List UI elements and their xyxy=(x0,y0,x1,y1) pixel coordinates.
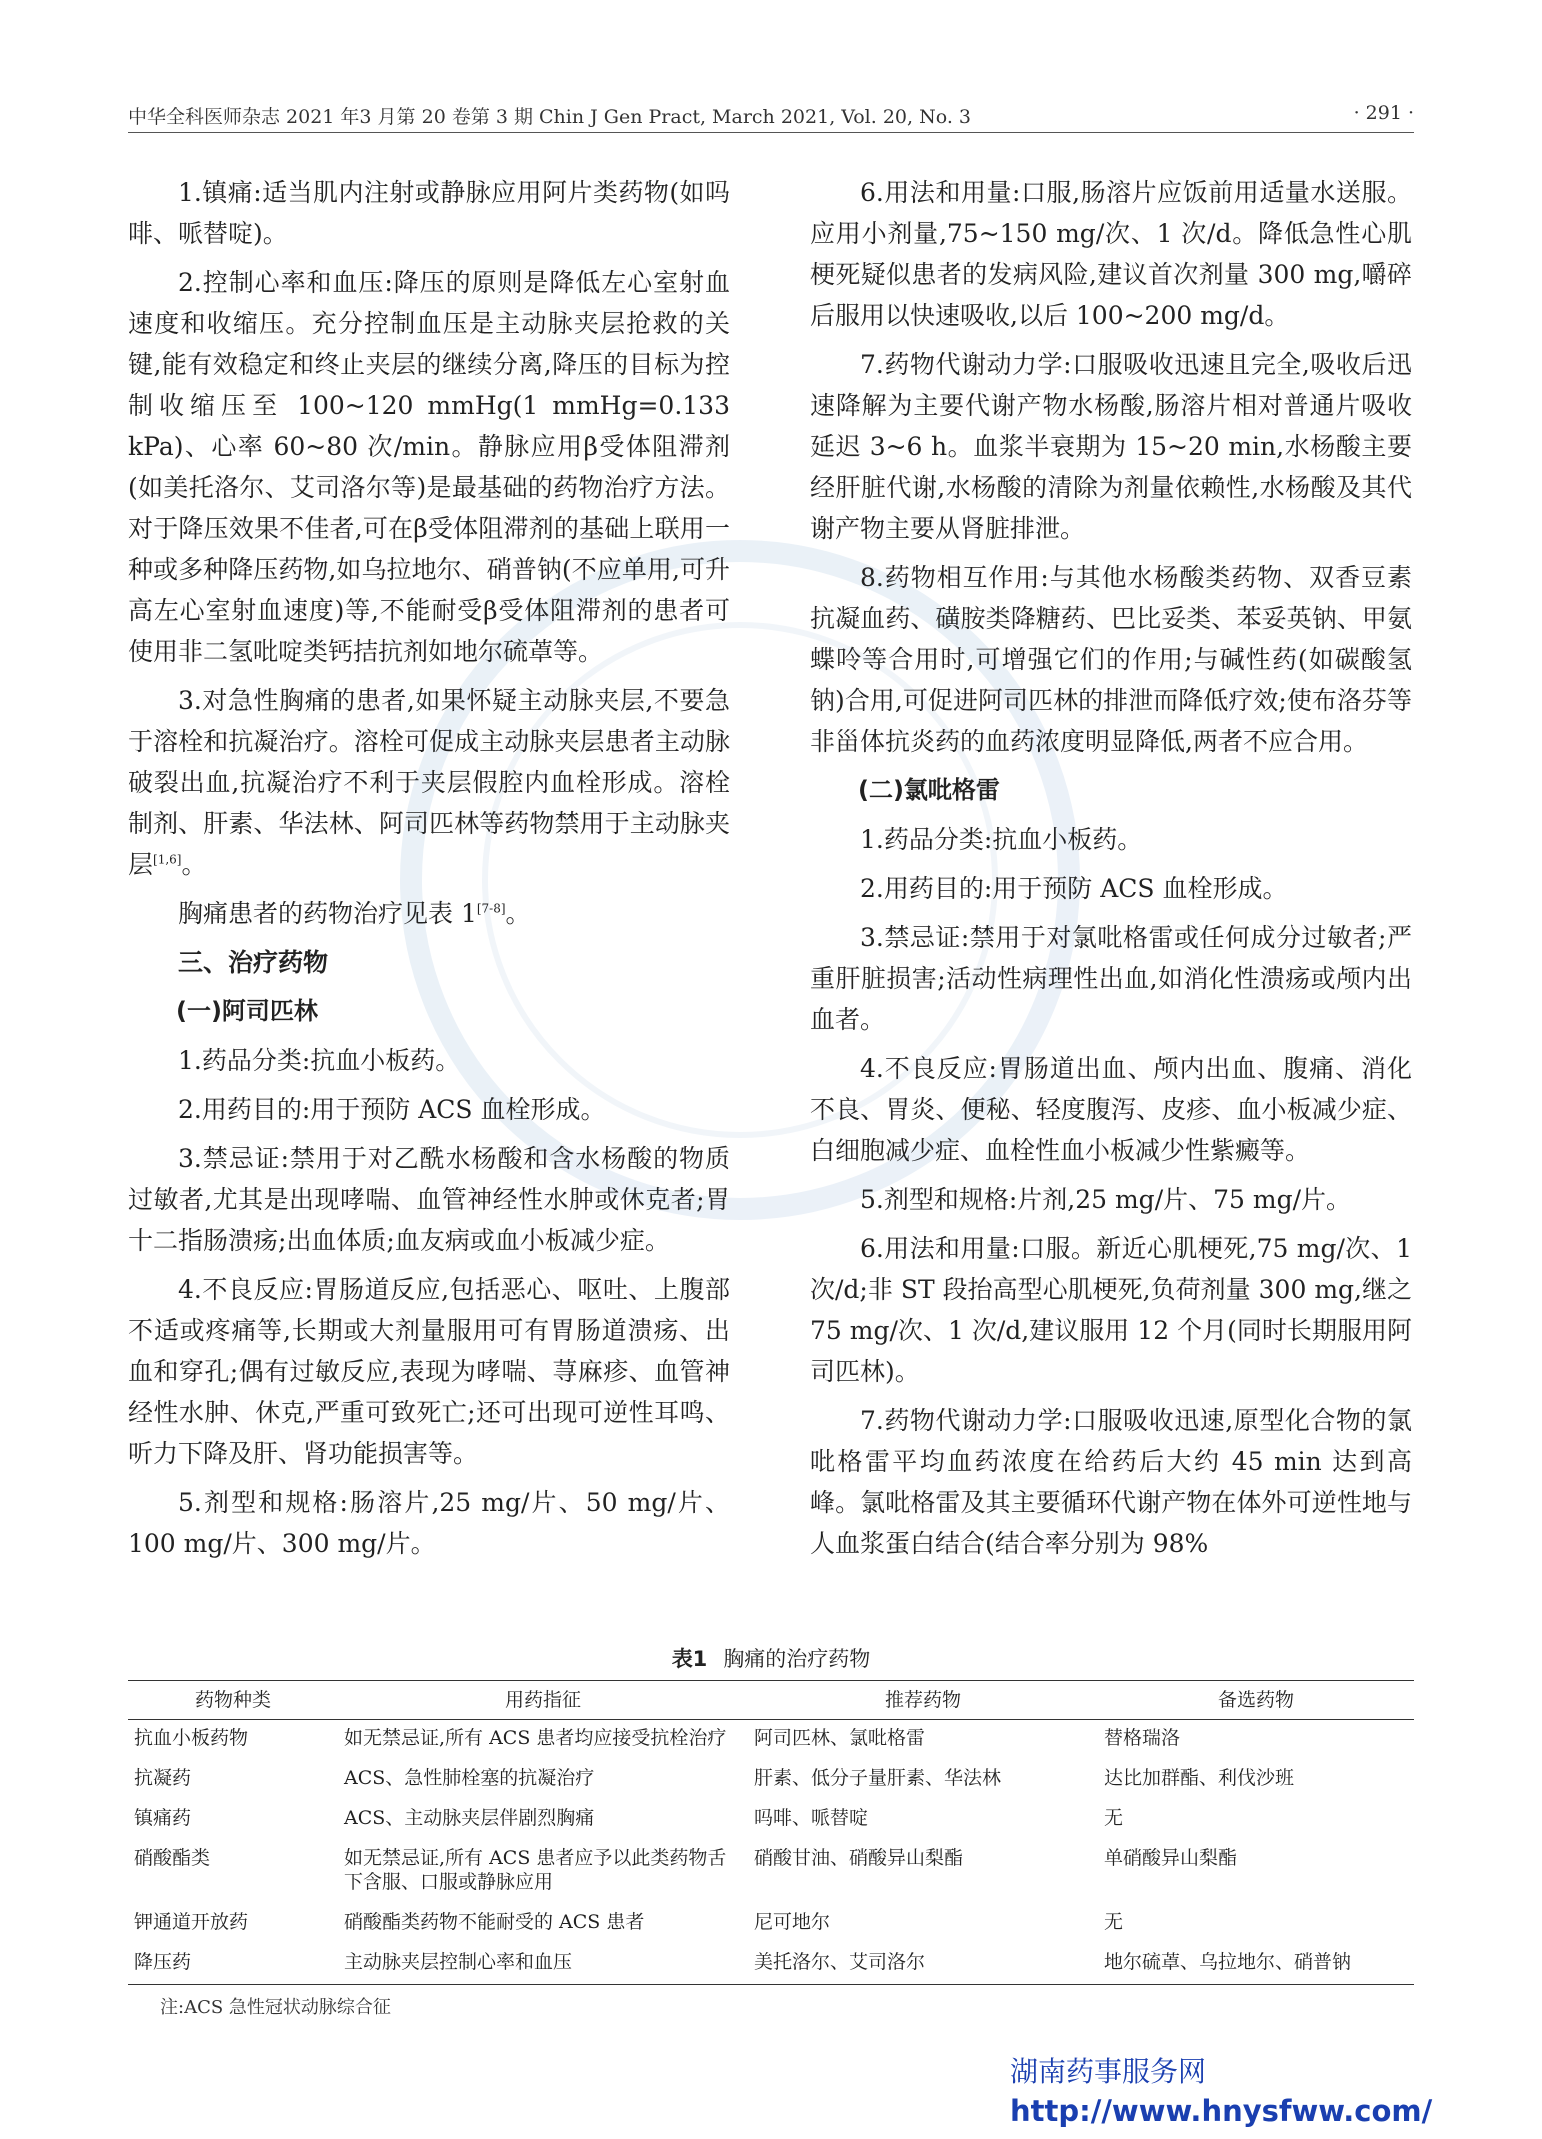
column-header: 推荐药物 xyxy=(748,1681,1098,1720)
citation-ref: [1,6] xyxy=(153,852,182,867)
table-label: 表1 xyxy=(671,1647,708,1671)
journal-citation: 中华全科医师杂志 2021 年3 月第 20 卷第 3 期 Chin J Gen Pract, March 2021, Vol. 20, No. 3 xyxy=(128,106,971,128)
aspirin-purpose: 2.用药目的:用于预防 ACS 血栓形成。 xyxy=(178,1095,606,1124)
table-cell: 硝酸甘油、硝酸异山梨酯 xyxy=(754,1847,964,1869)
clopidogrel-dosage-forms: 5.剂型和规格:片剂,25 mg/片、75 mg/片。 xyxy=(860,1185,1352,1214)
clopidogrel-contraindications: 3.禁忌证:禁用于对氯吡格雷或任何成分过敏者;严重肝脏损害;活动性病理性出血,如消化性溃疡或颅内出血者。 xyxy=(810,923,1412,1034)
subsection-heading-clopidogrel: (二)氯吡格雷 xyxy=(858,776,1000,804)
table-cell: 主动脉夹层控制心率和血压 xyxy=(338,1944,748,1985)
table-cell: 抗凝药 xyxy=(134,1767,192,1789)
column-header: 药物种类 xyxy=(128,1681,338,1720)
table-caption xyxy=(0,1643,1542,1673)
subsection-heading-aspirin: (一)阿司匹林 xyxy=(176,997,318,1025)
table-cell: 钾通道开放药 xyxy=(134,1911,249,1933)
clopidogrel-usage: 6.用法和用量:口服。新近心肌梗死,75 mg/次、1 次/d;非 ST 段抬高型心肌梗死,负荷剂量 300 mg,继之 75 mg/次、1 次/d,建议服用 12 个月(同时长期服用阿司匹林)。 xyxy=(810,1234,1412,1386)
citation-ref: [7-8] xyxy=(476,901,506,916)
table-cell: 尼可地尔 xyxy=(754,1911,831,1933)
aspirin-pharmacokinetics: 7.药物代谢动力学:口服吸收迅速且完全,吸收后迅速降解为主要代谢产物水杨酸,肠溶片相对普通片吸收延迟 3~6 h。血浆半衰期为 15~20 min,水杨酸主要经肝脏代谢,水杨酸的清除为剂量依赖性,水杨酸及其代谢产物主要从肾脏排泄。 xyxy=(810,350,1412,543)
table-cell: 镇痛药 xyxy=(134,1807,192,1829)
table-cell: 美托洛尔、艾司洛尔 xyxy=(748,1944,1098,1985)
table-cell: 硝酸酯类药物不能耐受的 ACS 患者 xyxy=(344,1911,645,1933)
running-header xyxy=(128,102,1414,133)
paragraph-thrombolysis-warning: 3.对急性胸痛的患者,如果怀疑主动脉夹层,不要急于溶栓和抗凝治疗。溶栓可促成主动脉夹层患者主动脉破裂出血,抗凝治疗不利于夹层假腔内血栓形成。溶栓制剂、肝素、华法林、阿司匹林等药物禁用于主动脉夹层[1,6]。 xyxy=(128,686,730,879)
table-row xyxy=(128,1944,1414,1985)
table-cell: 如无禁忌证,所有 ACS 患者应予以此类药物舌下含服、口服或静脉应用 xyxy=(344,1847,727,1893)
left-column xyxy=(128,172,730,1572)
table-row xyxy=(128,1760,1414,1800)
table-cell: 肝素、低分子量肝素、华法林 xyxy=(754,1767,1002,1789)
column-header: 用药指征 xyxy=(338,1681,748,1720)
table-cell: 阿司匹林、氯吡格雷 xyxy=(754,1727,926,1749)
clopidogrel-purpose: 2.用药目的:用于预防 ACS 血栓形成。 xyxy=(860,874,1288,903)
table-cell: 如无禁忌证,所有 ACS 患者均应接受抗栓治疗 xyxy=(344,1727,727,1749)
table-cell: 无 xyxy=(1104,1911,1124,1933)
aspirin-dosage-forms: 5.剂型和规格:肠溶片,25 mg/片、50 mg/片、100 mg/片、300 mg/片。 xyxy=(128,1488,730,1558)
page-number: · 291 · xyxy=(1353,102,1414,124)
table-cell: 地尔硫䓬、乌拉地尔、硝普钠 xyxy=(1098,1944,1414,1985)
table-title: 胸痛的治疗药物 xyxy=(723,1647,871,1671)
table-row xyxy=(128,1720,1414,1761)
table-cell: 无 xyxy=(1104,1807,1124,1829)
table-cell: ACS、急性肺栓塞的抗凝治疗 xyxy=(344,1767,595,1789)
site-name: 湖南药事服务网 xyxy=(1010,2055,1207,2088)
paragraph-analgesia: 1.镇痛:适当肌内注射或静脉应用阿片类药物(如吗啡、哌替啶)。 xyxy=(128,178,730,248)
table-cell: 抗血小板药物 xyxy=(134,1727,249,1749)
table-row xyxy=(128,1840,1414,1904)
clopidogrel-adverse-reactions: 4.不良反应:胃肠道出血、颅内出血、腹痛、消化不良、胃炎、便秘、轻度腹泻、皮疹、血小板减少症、白细胞减少症、血栓性血小板减少性紫癜等。 xyxy=(810,1054,1412,1165)
table-cell: 替格瑞洛 xyxy=(1104,1727,1181,1749)
paragraph-heart-rate-bp: 2.控制心率和血压:降压的原则是降低左心室射血速度和收缩压。充分控制血压是主动脉夹层抢救的关键,能有效稳定和终止夹层的继续分离,降压的目标为控制收缩压至 100~120 mmHg(1 mmHg=0.133 kPa)、心率 60~80 次/min。静脉应用β受体阻滞剂(如美托洛尔、艾司洛尔等)是最基础的药物治疗方法。对于降压效果不佳者,可在β受体阻滞剂的基础上联用一种或多种降压药物,如乌拉地尔、硝普钠(不应单用,可升高左心室射血速度)等,不能耐受β受体阻滞剂的患者可使用非二氢吡啶类钙拮抗剂如地尔硫䓬等。 xyxy=(128,268,730,666)
table-cell: 单硝酸异山梨酯 xyxy=(1104,1847,1238,1869)
table-header-row xyxy=(128,1681,1414,1720)
table-note: 注:ACS 急性冠状动脉综合征 xyxy=(160,1997,391,2018)
table-cell: ACS、主动脉夹层伴剧烈胸痛 xyxy=(344,1807,595,1829)
aspirin-usage: 6.用法和用量:口服,肠溶片应饭前用适量水送服。应用小剂量,75~150 mg/次、1 次/d。降低急性心肌梗死疑似患者的发病风险,建议首次剂量 300 mg,嚼碎后服用以快速吸收,以后 100~200 mg/d。 xyxy=(810,178,1412,330)
table-cell: 吗啡、哌替啶 xyxy=(754,1807,869,1829)
clopidogrel-pharmacokinetics: 7.药物代谢动力学:口服吸收迅速,原型化合物的氯吡格雷平均血药浓度在给药后大约 45 min 达到高峰。氯吡格雷及其主要循环代谢产物在体外可逆性地与人血浆蛋白结合(结合率分别为 98% xyxy=(810,1406,1412,1558)
chest-pain-drug-table xyxy=(128,1680,1414,1985)
aspirin-adverse-reactions: 4.不良反应:胃肠道反应,包括恶心、呕吐、上腹部不适或疼痛等,长期或大剂量服用可有胃肠道溃疡、出血和穿孔;偶有过敏反应,表现为哮喘、荨麻疹、血管神经性水肿、休克,严重可致死亡;还可出现可逆性耳鸣、听力下降及肝、肾功能损害等。 xyxy=(128,1275,730,1468)
aspirin-interactions: 8.药物相互作用:与其他水杨酸类药物、双香豆素抗凝血药、磺胺类降糖药、巴比妥类、苯妥英钠、甲氨蝶呤等合用时,可增强它们的作用;与碱性药(如碳酸氢钠)合用,可促进阿司匹林的排泄而降低疗效;使布洛芬等非甾体抗炎药的血药浓度明显降低,两者不应合用。 xyxy=(810,563,1412,756)
table-cell: 硝酸酯类 xyxy=(134,1847,211,1869)
right-column xyxy=(810,172,1412,1572)
site-watermark xyxy=(1010,2050,1432,2128)
table-cell: 降压药 xyxy=(128,1944,338,1985)
section-heading: 三、治疗药物 xyxy=(178,948,329,977)
column-header: 备选药物 xyxy=(1098,1681,1414,1720)
clopidogrel-classification: 1.药品分类:抗血小板药。 xyxy=(860,825,1143,854)
table-cell: 达比加群酯、利伐沙班 xyxy=(1104,1767,1295,1789)
table-row xyxy=(128,1904,1414,1944)
aspirin-contraindications: 3.禁忌证:禁用于对乙酰水杨酸和含水杨酸的物质过敏者,尤其是出现哮喘、血管神经性水肿或休克者;胃十二指肠溃疡;出血体质;血友病或血小板减少症。 xyxy=(128,1144,730,1255)
aspirin-classification: 1.药品分类:抗血小板药。 xyxy=(178,1046,461,1075)
paragraph-table-reference: 胸痛患者的药物治疗见表 1[7-8]。 xyxy=(178,899,531,928)
site-url[interactable]: http://www.hnysfww.com/ xyxy=(1010,2094,1433,2128)
table-row xyxy=(128,1800,1414,1840)
